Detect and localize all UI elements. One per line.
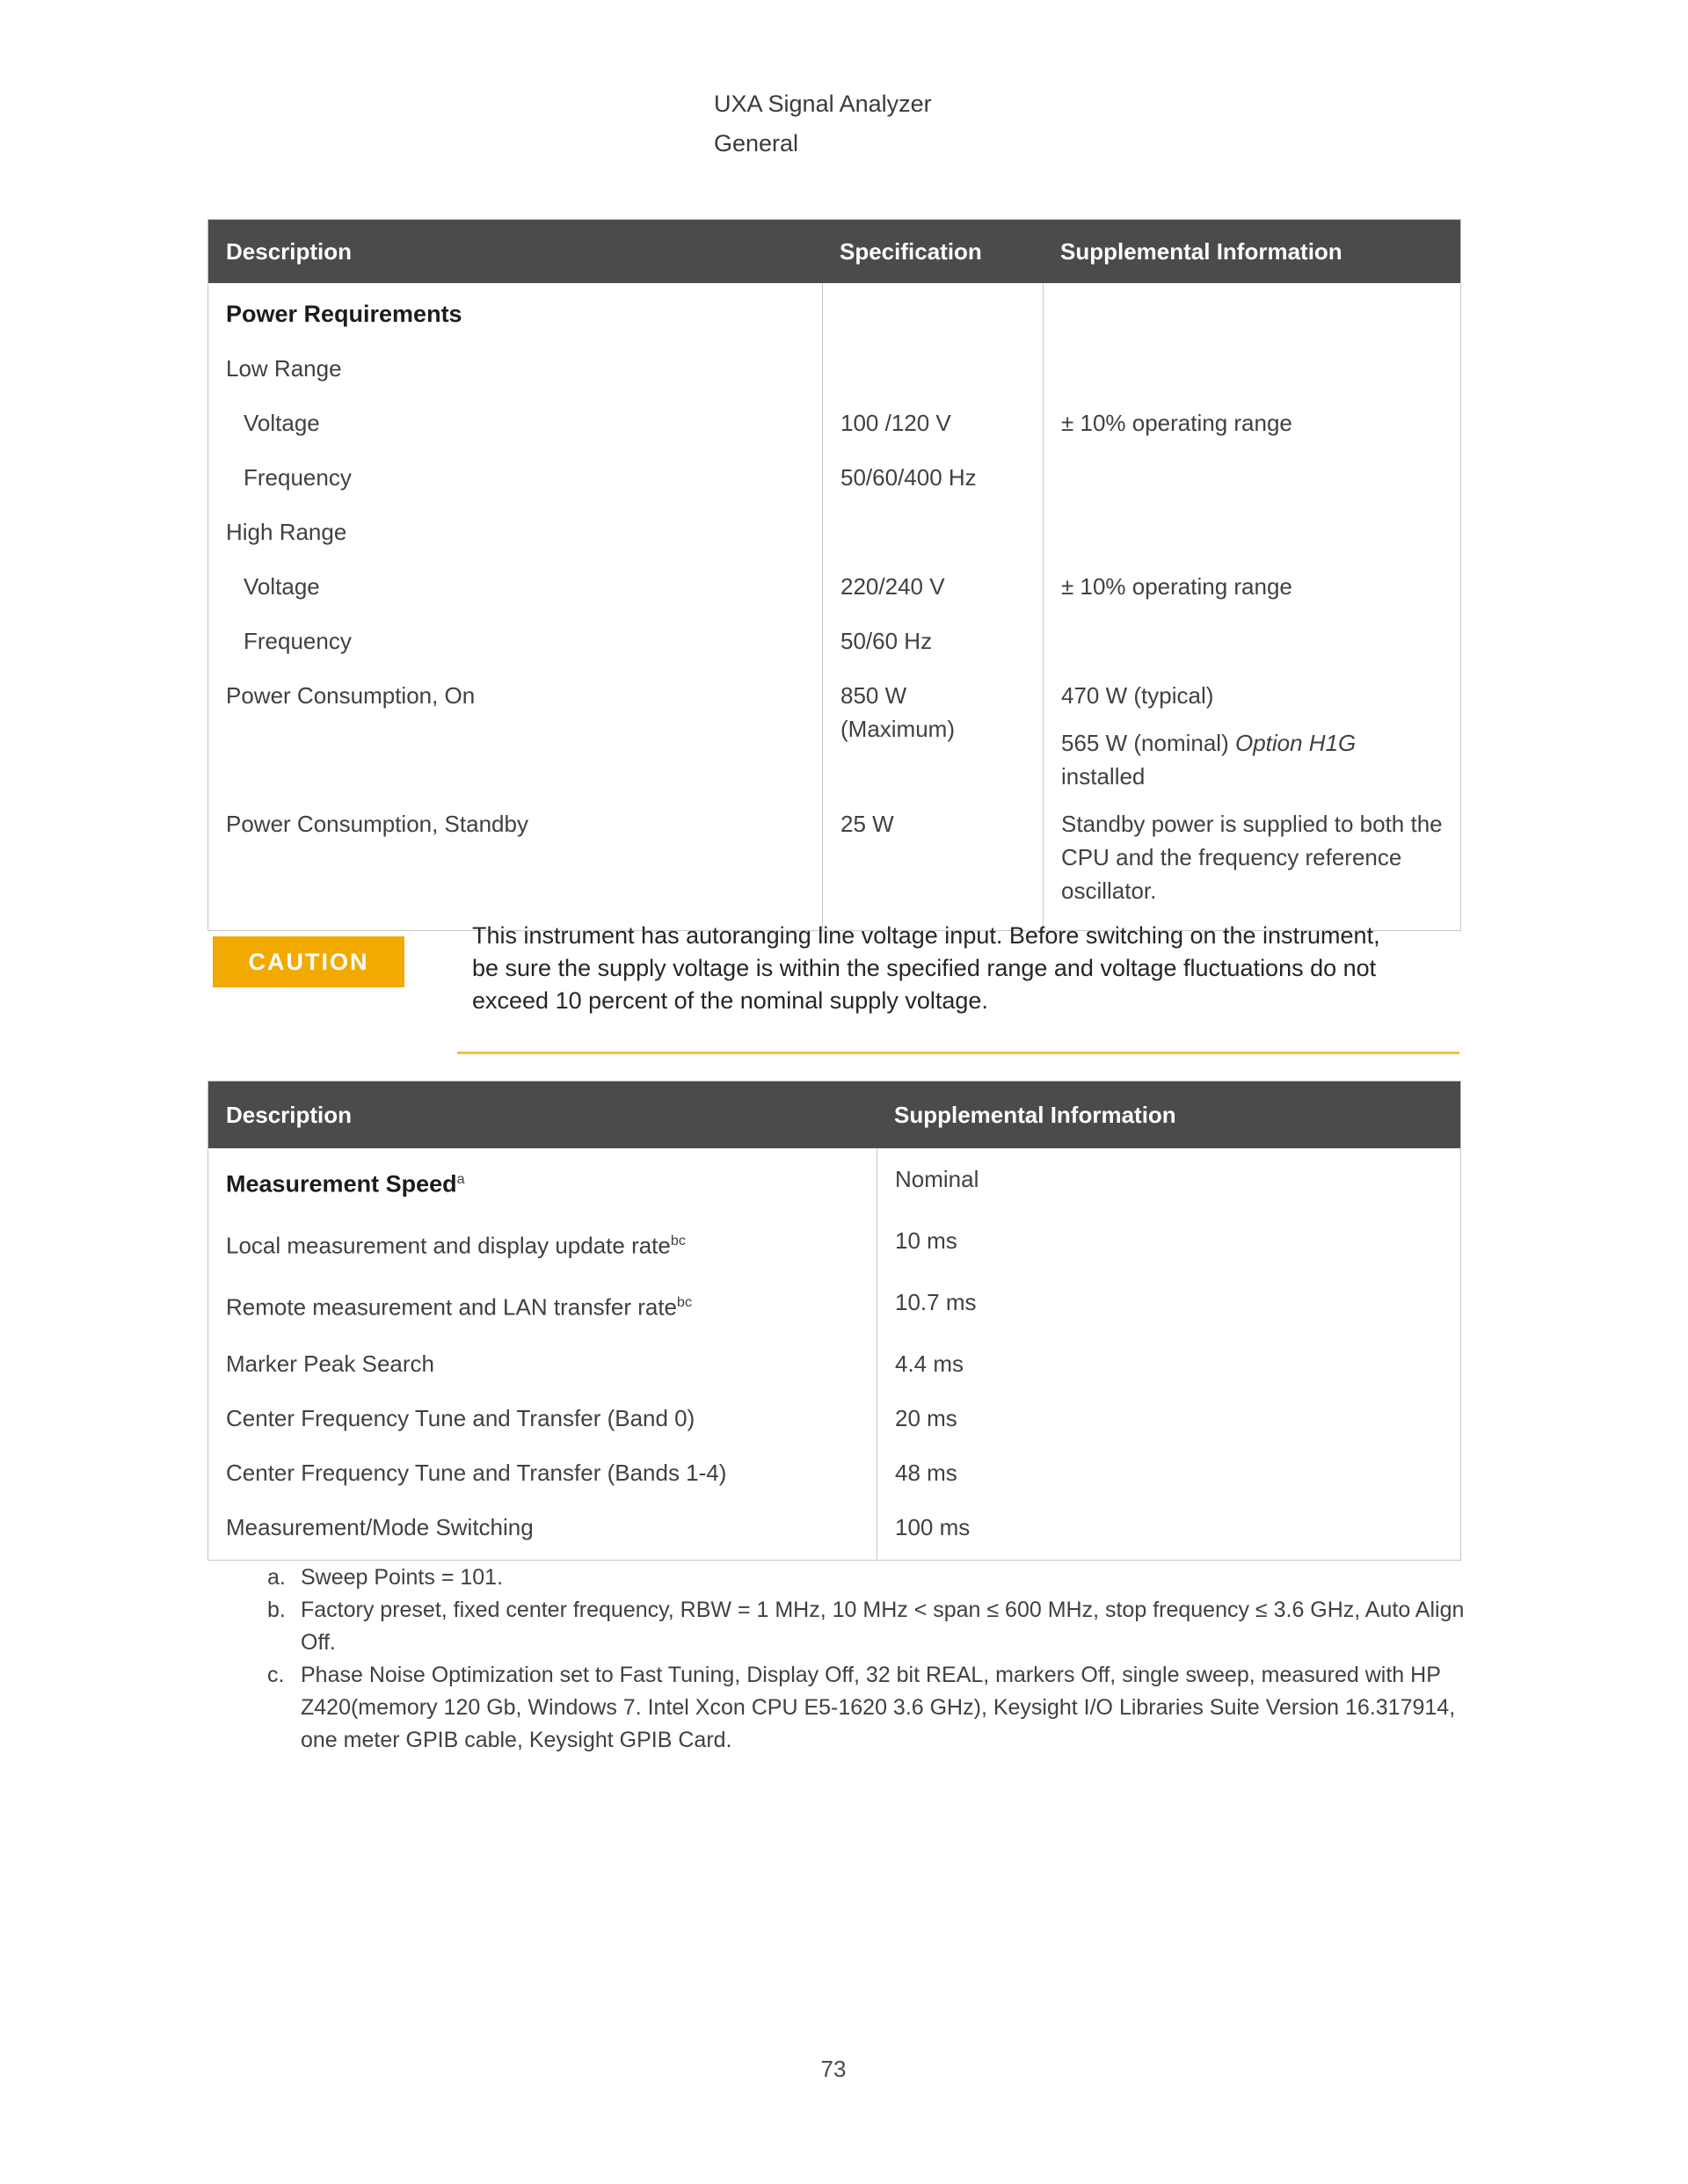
supplemental-line-1: 470 W (typical) xyxy=(1061,682,1214,709)
footnote-b xyxy=(267,1594,1466,1659)
row-description xyxy=(208,1210,877,1271)
row-supplemental: ± 10% operating range xyxy=(1043,556,1460,610)
row-specification: 25 W xyxy=(822,793,1043,907)
row-description xyxy=(208,1148,877,1210)
row-description: Center Frequency Tune and Transfer (Bands 1-4) xyxy=(226,1460,727,1486)
row-description: Voltage xyxy=(244,410,320,436)
footnote-ref: bc xyxy=(670,1233,686,1249)
row-supplemental xyxy=(1043,665,1460,793)
footnote-ref: a xyxy=(456,1171,465,1187)
row-value: 48 ms xyxy=(877,1442,1460,1496)
footnotes xyxy=(267,1562,1466,1757)
table-row xyxy=(208,556,1460,610)
row-supplemental: ± 10% operating range xyxy=(1043,392,1460,447)
table-row xyxy=(208,793,1460,907)
row-supplemental xyxy=(1043,610,1460,665)
table-row xyxy=(208,1496,1460,1551)
row-supplemental xyxy=(1043,283,1460,338)
footnote-marker: a. xyxy=(267,1565,286,1590)
row-description: Marker Peak Search xyxy=(226,1350,434,1377)
row-specification: 100 /120 V xyxy=(822,392,1043,447)
footnote-text: Sweep Points = 101. xyxy=(301,1565,504,1590)
row-value: 4.4 ms xyxy=(877,1333,1460,1387)
footnote-a xyxy=(267,1562,1466,1594)
table-row xyxy=(208,1148,1460,1210)
row-description: Low Range xyxy=(226,355,342,382)
row-specification xyxy=(822,338,1043,392)
row-value: 20 ms xyxy=(877,1387,1460,1442)
table1-header-description: Description xyxy=(226,237,353,265)
caution-badge: CAUTION xyxy=(213,936,404,987)
table-row xyxy=(208,501,1460,556)
table-row xyxy=(208,610,1460,665)
option-name: Option H1G xyxy=(1234,730,1357,756)
row-description xyxy=(208,1271,877,1333)
table-row xyxy=(208,665,1460,793)
row-description: Power Requirements xyxy=(226,301,462,327)
footnote-text: Factory preset, fixed center frequency, RBW = 1 MHz, 10 MHz < span ≤ 600 MHz, stop frequency ≤ 3.6 GHz, Auto Align Off. xyxy=(301,1598,1465,1655)
table-row xyxy=(208,1333,1460,1387)
row-supplemental xyxy=(1043,501,1460,556)
row-specification: 850 W (Maximum) xyxy=(822,665,1043,793)
row-supplemental: Standby power is supplied to both the CPU and the frequency reference oscillator. xyxy=(1043,793,1460,907)
row-description: Power Consumption, Standby xyxy=(226,811,528,837)
table2-header-row xyxy=(208,1081,1460,1148)
row-label: Local measurement and display update rate xyxy=(226,1232,671,1259)
row-description: Frequency xyxy=(244,464,352,491)
table1-header-supplemental: Supplemental Information xyxy=(1060,237,1342,265)
row-value: 10.7 ms xyxy=(877,1271,1460,1333)
table-row xyxy=(208,1442,1460,1496)
table1-header-specification: Specification xyxy=(840,237,982,265)
table-row xyxy=(208,1387,1460,1442)
table-row xyxy=(208,392,1460,447)
row-supplemental xyxy=(1043,338,1460,392)
table2-header-description: Description xyxy=(226,1101,353,1128)
section-divider-rule xyxy=(457,1052,1459,1054)
table-row xyxy=(208,447,1460,501)
footnote-marker: b. xyxy=(267,1598,286,1622)
table2-bottom-padding xyxy=(208,1551,1460,1560)
row-label: Measurement Speed xyxy=(226,1170,457,1198)
table-row xyxy=(208,283,1460,338)
supplemental-line-2 xyxy=(1061,726,1443,793)
row-specification: 50/60/400 Hz xyxy=(822,447,1043,501)
table2-header-supplemental: Supplemental Information xyxy=(894,1101,1176,1128)
measurement-speed-table xyxy=(207,1081,1461,1561)
row-description: High Range xyxy=(226,519,347,545)
table-row xyxy=(208,338,1460,392)
row-value: 100 ms xyxy=(877,1496,1460,1551)
supplemental-line-2-pre: 565 W (nominal) xyxy=(1061,730,1235,756)
row-description: Center Frequency Tune and Transfer (Band 0) xyxy=(226,1405,695,1431)
row-label: Remote measurement and LAN transfer rate xyxy=(226,1293,678,1321)
supplemental-line-2-post: installed xyxy=(1061,763,1146,790)
table1-header-row xyxy=(208,220,1460,283)
footnote-ref: bc xyxy=(677,1294,693,1310)
row-specification xyxy=(822,283,1043,338)
power-requirements-table xyxy=(207,219,1461,931)
row-specification: 50/60 Hz xyxy=(822,610,1043,665)
row-description: Measurement/Mode Switching xyxy=(226,1514,534,1540)
row-value: Nominal xyxy=(877,1148,1460,1210)
footnote-c xyxy=(267,1659,1466,1757)
row-specification xyxy=(822,501,1043,556)
footnote-text: Phase Noise Optimization set to Fast Tuning, Display Off, 32 bit REAL, markers Off, single sweep, measured with HP Z420(memory 120 Gb, Windows 7. Intel Xcon CPU E5-1620 3.6 GHz), Keysight I/O Libraries Suite Version 16.317914, one meter GPIB cable, Keysight GPIB Card. xyxy=(301,1663,1456,1752)
page-number: 73 xyxy=(820,2056,847,2082)
table-row xyxy=(208,1271,1460,1333)
row-value: 10 ms xyxy=(877,1210,1460,1271)
row-description: Voltage xyxy=(244,573,320,600)
running-header-section: General xyxy=(714,130,799,157)
footnote-marker: c. xyxy=(267,1663,285,1687)
row-description: Frequency xyxy=(244,628,352,654)
row-supplemental xyxy=(1043,447,1460,501)
running-header-title: UXA Signal Analyzer xyxy=(714,91,932,117)
table-row xyxy=(208,1210,1460,1271)
running-header xyxy=(714,84,932,164)
caution-text: This instrument has autoranging line voltage input. Before switching on the instrument, be sure the supply voltage is within the specified range and voltage fluctuations do not exceed 10 percent of the nominal supply voltage. xyxy=(472,922,1380,1014)
row-description: Power Consumption, On xyxy=(226,682,476,709)
row-specification: 220/240 V xyxy=(822,556,1043,610)
